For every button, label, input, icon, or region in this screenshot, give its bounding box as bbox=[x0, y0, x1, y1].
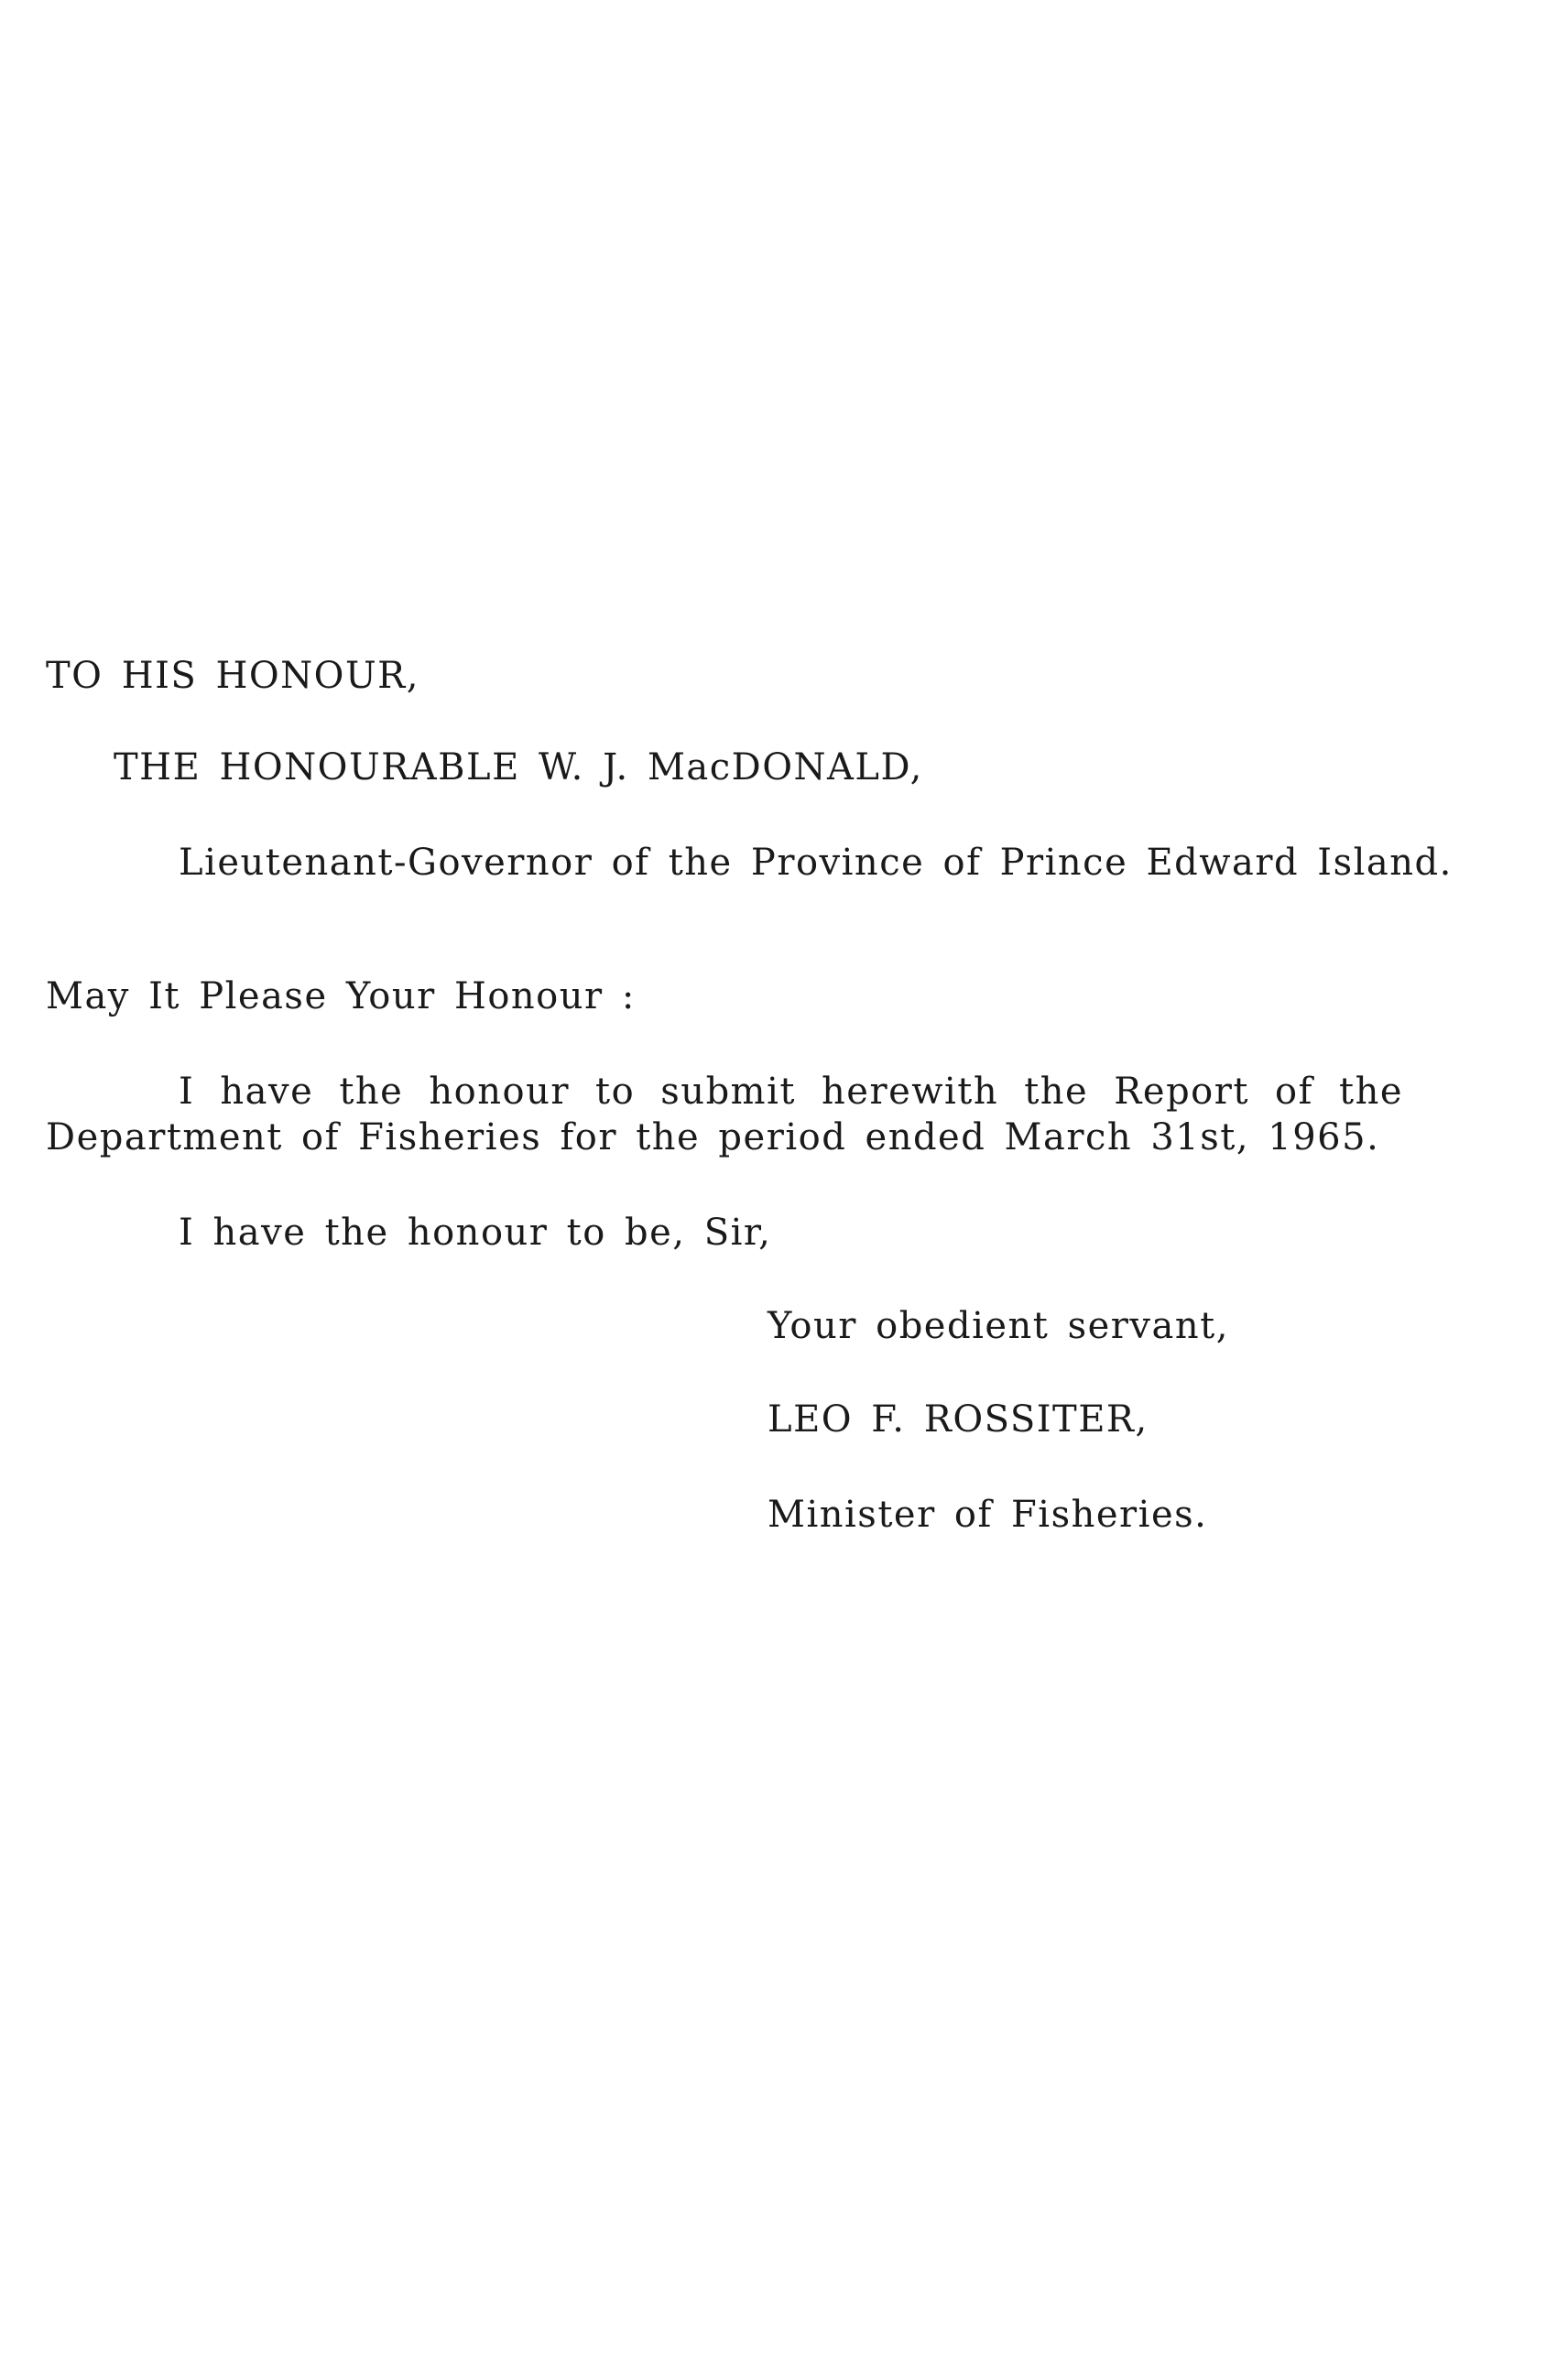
body-line-2: Department of Fisheries for the period ended March 31st, 1965. bbox=[46, 1116, 1380, 1158]
honourable-line: THE HONOURABLE W. J. MacDONALD, bbox=[114, 746, 923, 789]
addressee-line: TO HIS HONOUR, bbox=[46, 655, 419, 697]
greeting: May It Please Your Honour : bbox=[46, 975, 636, 1017]
signatory-title: Minister of Fisheries. bbox=[768, 1494, 1208, 1536]
office-line: Lieutenant-Governor of the Province of Prince Edward Island. bbox=[179, 842, 1453, 884]
valediction: Your obedient servant, bbox=[768, 1305, 1229, 1347]
closing: I have the honour to be, Sir, bbox=[179, 1212, 772, 1254]
signatory-name: LEO F. ROSSITER, bbox=[768, 1398, 1149, 1441]
body-line-1: I have the honour to submit herewith the Report of the bbox=[179, 1071, 1403, 1113]
